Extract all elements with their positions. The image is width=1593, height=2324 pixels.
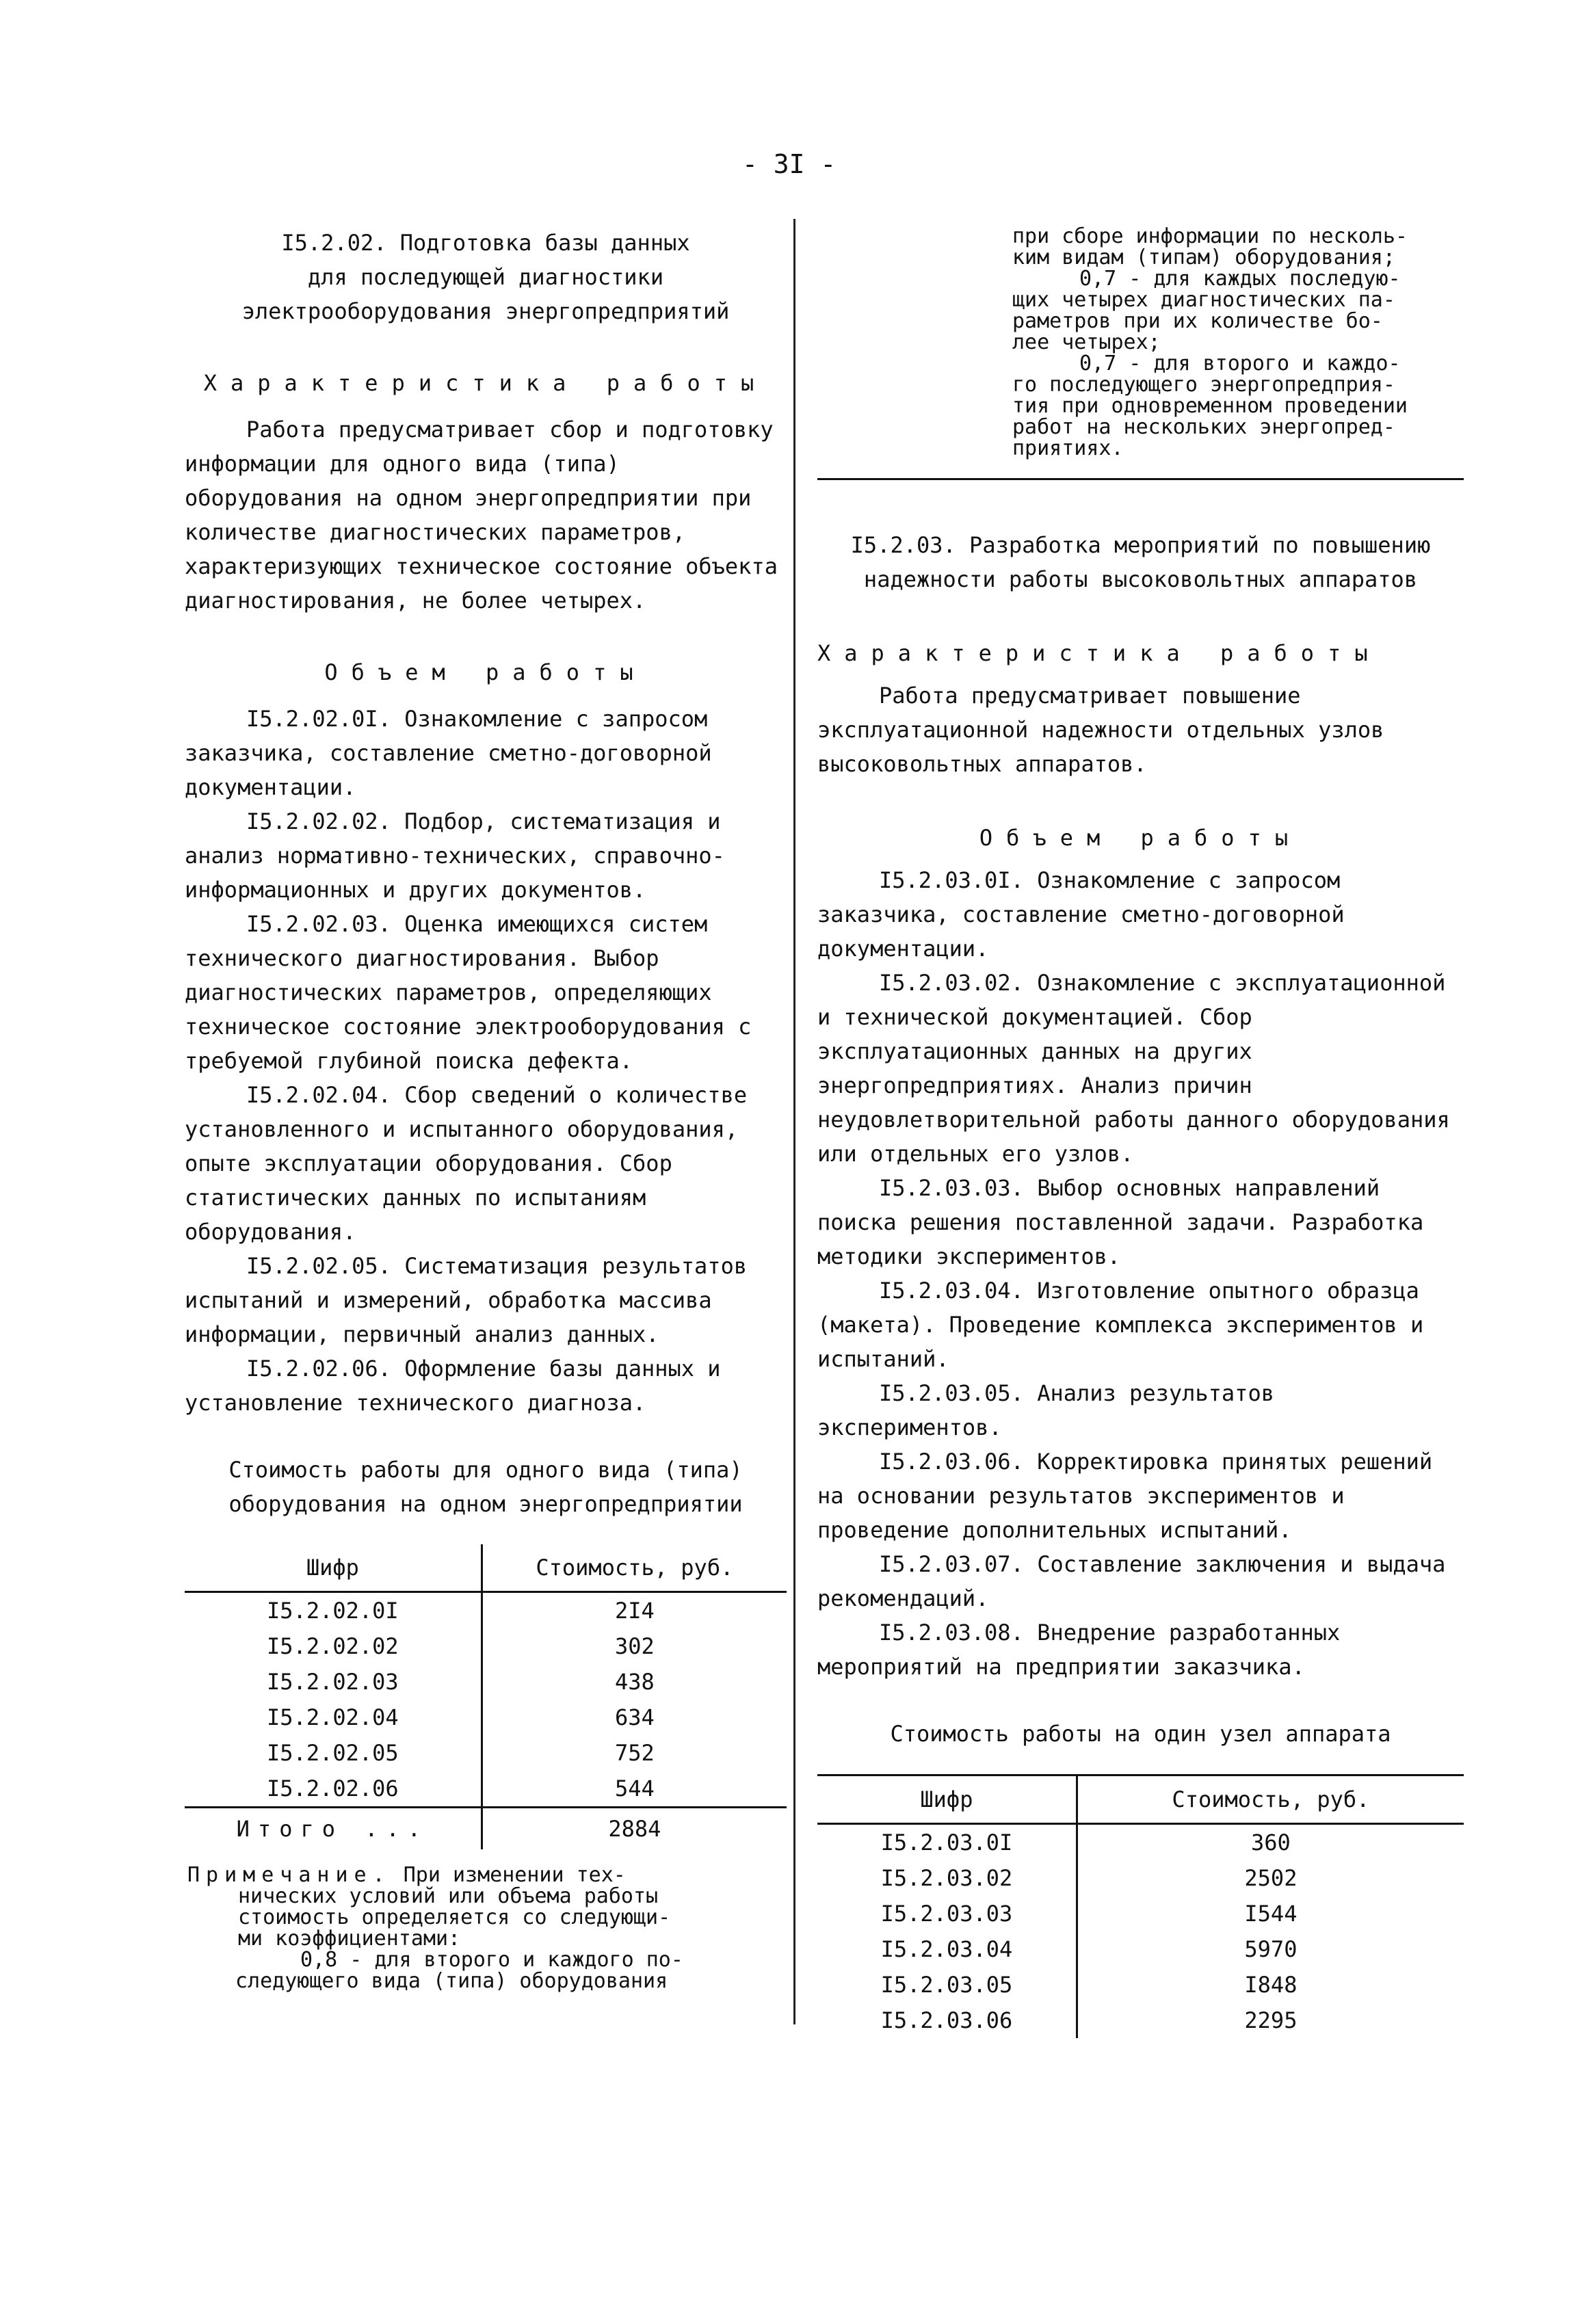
note-cont-line: работ на нескольких энергопред-: [1012, 415, 1395, 439]
volume-heading: Объем работы: [979, 825, 1302, 851]
note-line: стоимость определяется со следующи-: [238, 1905, 671, 1929]
note-cont-line: щих четырех диагностических па-: [1012, 288, 1395, 312]
table-row: [817, 1896, 1464, 1931]
note-coef-line: 0,8 - для второго и каждого по-: [300, 1948, 683, 1972]
cost-cell: 302: [614, 1633, 655, 1659]
table-row: [817, 1967, 1464, 2003]
work-item: I5.2.03.03. Выбор основных направлений поиска решения поставленной задачи. Разработка методики экспериментов.: [817, 1175, 1424, 1269]
table-row: [817, 1860, 1464, 1896]
table-row: [185, 1628, 787, 1664]
note-coef-line: следующего вида (типа) оборудования: [235, 1969, 668, 1993]
note-cont-line: ким видам (типам) оборудования;: [1012, 246, 1395, 269]
cost-cell: 2295: [1244, 2007, 1298, 2033]
title-line: электрооборудования энергопредприятий: [241, 298, 730, 324]
characteristic-text: Работа предусматривает повышение эксплуатационной надежности отдельных узлов высоковольтных аппаратов.: [817, 683, 1384, 777]
cost-cell: 5970: [1244, 1936, 1298, 1962]
cost-cell: I848: [1244, 1972, 1298, 1998]
cost-cell: 634: [614, 1704, 655, 1730]
work-item: I5.2.02.0I. Ознакомление с запросом заказчика, составление сметно-договорной документации.: [185, 706, 712, 800]
code-cell: I5.2.02.02: [185, 1628, 482, 1664]
note-line: нических условий или объема работы: [238, 1884, 659, 1908]
note-end-rule: [817, 478, 1464, 480]
cost-table-title: Стоимость работы на один узел аппарата: [890, 1721, 1391, 1747]
note-cont-line: раметров при их количестве бо-: [1012, 309, 1383, 333]
work-item: I5.2.02.04. Сбор сведений о количестве установленного и испытанного оборудования, опыте эксплуатации оборудования. Сбор статистических данных по испытаниям оборудования.: [185, 1082, 748, 1245]
code-cell: I5.2.02.03: [185, 1664, 482, 1700]
title-line: I5.2.02. Подготовка базы данных: [281, 230, 690, 256]
section-title-15-2-03: [817, 528, 1464, 596]
characteristic-heading: Характеристика работы: [203, 370, 768, 396]
total-row: [185, 1808, 787, 1850]
table-row: [185, 1735, 787, 1771]
work-item: I5.2.03.0I. Ознакомление с запросом заказчика, составление сметно-договорной документации.: [817, 867, 1345, 962]
work-item: I5.2.03.07. Составление заключения и выдача рекомендаций.: [817, 1551, 1446, 1611]
work-item: I5.2.02.05. Систематизация результатов испытаний и измерений, обработка массива информации, первичный анализ данных.: [185, 1253, 748, 1347]
cost-table-15-2-03: [817, 1774, 1464, 2038]
column-header-cost: Стоимость, руб.: [482, 1544, 787, 1592]
note-cont-line: го последующего энергопредприя-: [1012, 373, 1395, 397]
cost-title-line: Стоимость работы для одного вида (типа): [228, 1457, 743, 1483]
cost-cell: 438: [614, 1669, 655, 1695]
title-line: для последующей диагностики: [307, 264, 664, 290]
note-first-line: При изменении тех-: [403, 1863, 626, 1887]
work-item: I5.2.02.03. Оценка имеющихся систем технического диагностирования. Выбор диагностических параметров, определяющих техническое состояние электрооборудования с требуемой глубиной поиска дефекта.: [185, 911, 752, 1074]
work-item: I5.2.02.06. Оформление базы данных и установление технического диагноза.: [185, 1356, 721, 1416]
note-cont-line: 0,7 - для второго и каждо-: [1079, 352, 1401, 375]
table-row: [185, 1592, 787, 1629]
work-item: I5.2.03.06. Корректировка принятых решений на основании результатов экспериментов и проведение дополнительных испытаний.: [817, 1449, 1433, 1543]
work-item: I5.2.03.05. Анализ результатов экспериментов.: [817, 1380, 1274, 1440]
table-row: [185, 1700, 787, 1735]
code-cell: I5.2.02.06: [185, 1771, 482, 1808]
table-row: [817, 2003, 1464, 2038]
note-cont-line: при сборе информации по несколь-: [1012, 224, 1408, 248]
note-cont-line: лее четырех;: [1012, 330, 1161, 354]
cost-cell: 752: [614, 1740, 655, 1766]
table-row: [817, 1931, 1464, 1967]
total-label: Итого ...: [185, 1808, 482, 1850]
cost-cell: 360: [1251, 1830, 1291, 1856]
cost-cell: 2I4: [614, 1598, 655, 1624]
note-cont-line: 0,7 - для каждых последую-: [1079, 267, 1401, 291]
code-cell: I5.2.03.0I: [817, 1824, 1077, 1861]
title-line: I5.2.03. Разработка мероприятий по повышению: [850, 532, 1431, 558]
note: [185, 1864, 787, 1992]
cost-cell: 2502: [1244, 1865, 1298, 1891]
table-row: [185, 1664, 787, 1700]
note-cont-line: приятиях.: [1012, 436, 1124, 460]
cost-title-line: оборудования на одном энергопредприятии: [228, 1491, 743, 1517]
cost-cell: I544: [1244, 1901, 1298, 1927]
code-cell: I5.2.03.04: [817, 1931, 1077, 1967]
code-cell: I5.2.03.06: [817, 2003, 1077, 2038]
cost-table-15-2-02: [185, 1544, 787, 1849]
column-header-cost: Стоимость, руб.: [1077, 1775, 1464, 1824]
work-item: I5.2.03.04. Изготовление опытного образца (макета). Проведение комплекса экспериментов и испытаний.: [817, 1278, 1424, 1372]
table-row: [817, 1824, 1464, 1861]
note-cont-line: тия при одновременном проведении: [1012, 394, 1408, 418]
characteristic-heading: Характеристика работы: [817, 640, 1382, 666]
volume-heading: Объем работы: [324, 659, 647, 685]
column-divider: [793, 219, 795, 2024]
cost-table-title: [185, 1453, 787, 1521]
note-continuation: [684, 226, 1464, 459]
cost-cell: 544: [614, 1775, 655, 1801]
code-cell: I5.2.02.0I: [185, 1592, 482, 1629]
code-cell: I5.2.03.05: [817, 1967, 1077, 2003]
code-cell: I5.2.03.03: [817, 1896, 1077, 1931]
right-column: [817, 226, 1464, 2038]
title-line: надежности работы высоковольтных аппаратов: [863, 566, 1418, 592]
column-header-code: Шифр: [185, 1544, 482, 1592]
code-cell: I5.2.02.05: [185, 1735, 482, 1771]
column-header-code: Шифр: [817, 1775, 1077, 1824]
table-row: [185, 1771, 787, 1808]
code-cell: I5.2.03.02: [817, 1860, 1077, 1896]
left-column: [185, 226, 787, 1992]
code-cell: I5.2.02.04: [185, 1700, 482, 1735]
work-item: I5.2.03.08. Внедрение разработанных мероприятий на предприятии заказчика.: [817, 1620, 1341, 1680]
work-item: I5.2.02.02. Подбор, систематизация и анализ нормативно-технических, справочно-информационных и других документов.: [185, 808, 725, 903]
characteristic-text: Работа предусматривает сбор и подготовку информации для одного вида (типа) оборудования на одном энергопредприятии при количестве диагностических параметров, характеризующих техническое состояние объекта диагностирования, не более четырех.: [185, 417, 778, 613]
page-number: - 3I -: [742, 149, 837, 179]
work-item: I5.2.03.02. Ознакомление с эксплуатационной и технической документацией. Сбор эксплуатационных данных на других энергопредприятиях. Анализ причин неудовлетворительной работы данного оборудования или отдельных его узлов.: [817, 970, 1450, 1167]
note-line: ми коэффициентами:: [238, 1927, 461, 1951]
note-label: Примечание.: [187, 1863, 391, 1887]
total-value: 2884: [482, 1808, 787, 1850]
